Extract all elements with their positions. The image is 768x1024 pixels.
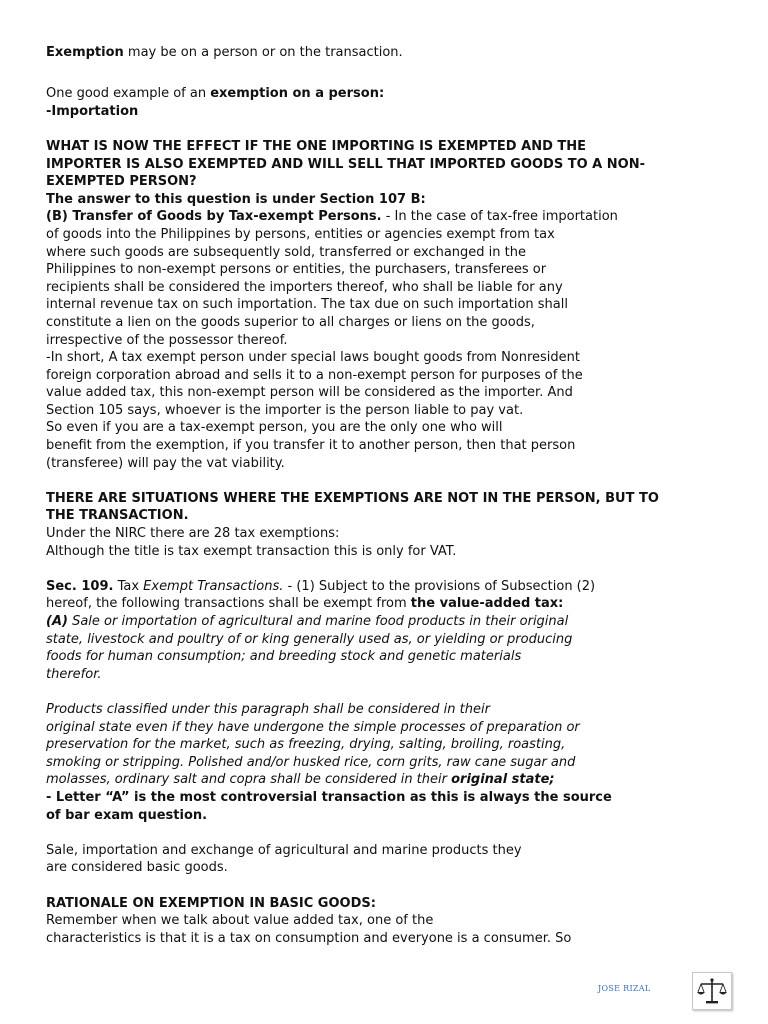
scales-of-justice-icon <box>692 972 732 1010</box>
section-109-tax: Tax <box>113 578 144 594</box>
intro-text: may be on a person or on the transaction. <box>123 45 403 60</box>
body-line: Philippines to non-exempt persons or entities, the purchasers, transferees or <box>46 262 547 278</box>
body-line: (transferee) will pay the vat viability. <box>46 455 285 471</box>
intro-line <box>46 44 726 62</box>
body-line: Under the NIRC there are 28 tax exemptions: <box>46 526 340 542</box>
body-line: Remember when we talk about value added tax, one of the <box>46 913 434 929</box>
item-a-label: (A) <box>46 614 68 629</box>
body-line: benefit from the exemption, if you transfer it to another person, then that person <box>46 438 576 454</box>
section-109-number: Sec. 109. <box>46 578 114 594</box>
italic-line: original state even if they have undergone the simple processes of preparation or <box>46 719 580 735</box>
vat-lead-text: hereof, the following transactions shall be exempt from <box>46 596 411 612</box>
section-107b-text: - In the case of tax-free importation <box>381 209 618 225</box>
body-line: value added tax, this non-exempt person will be considered as the importer. And <box>46 385 573 401</box>
vat-term: the value-added tax: <box>410 596 564 612</box>
body-line: foreign corporation abroad and sells it to a non-exempt person for purposes of the <box>46 367 583 383</box>
section-109-line <box>46 578 726 596</box>
example-text: One good example of an <box>46 86 211 102</box>
section-109-text: - (1) Subject to the provisions of Subsection (2) <box>283 578 596 594</box>
italic-line: preservation for the market, such as freezing, drying, salting, broiling, roasting, <box>46 737 566 753</box>
molasses-text: molasses, ordinary salt and copra shall be considered in their <box>46 772 452 788</box>
body-line: constitute a lien on the goods superior to all charges or liens on the goods, <box>46 314 535 330</box>
italic-line: foods for human consumption; and breeding stock and genetic materials <box>46 649 522 665</box>
section-107b-title: (B) Transfer of Goods by Tax-exempt Persons. <box>46 209 382 225</box>
situations-heading-2: THE TRANSACTION. <box>46 508 189 524</box>
importation-line: -Importation <box>46 103 139 119</box>
body-line: Sale, importation and exchange of agricultural and marine products they <box>46 842 522 858</box>
italic-line: therefor. <box>46 666 102 682</box>
body-line: of goods into the Philippines by persons, entities or agencies exempt from tax <box>46 226 555 242</box>
question-heading-2: IMPORTER IS ALSO EXEMPTED AND WILL SELL THAT IMPORTED GOODS TO A NON- <box>46 156 645 172</box>
body-line: So even if you are a tax-exempt person, you are the only one who will <box>46 420 503 436</box>
body-line: where such goods are subsequently sold, transferred or exchanged in the <box>46 244 526 260</box>
exemption-person-term: exemption on a person: <box>210 86 385 102</box>
body-line: characteristics is that it is a tax on consumption and everyone is a consumer. So <box>46 930 572 946</box>
footer-name: JOSE RIZAL <box>598 984 651 993</box>
question-heading-3: EXEMPTED PERSON? <box>46 174 197 190</box>
document-body <box>46 44 726 947</box>
original-state-term: original state; <box>451 772 555 788</box>
exemption-term: Exemption <box>46 45 124 60</box>
italic-line: Products classified under this paragraph shall be considered in their <box>46 701 490 717</box>
body-line: irrespective of the possessor thereof. <box>46 332 288 348</box>
body-line <box>46 595 726 613</box>
italic-line <box>46 771 726 789</box>
letter-a-note-2: of bar exam question. <box>46 807 208 823</box>
italic-line: smoking or stripping. Polished and/or husked rice, corn grits, raw cane sugar and <box>46 754 576 770</box>
situations-heading-1: THERE ARE SITUATIONS WHERE THE EXEMPTIONS ARE NOT IN THE PERSON, BUT TO <box>46 490 659 506</box>
body-line: recipients shall be considered the importers thereof, who shall be liable for any <box>46 279 563 295</box>
body-line: -In short, A tax exempt person under special laws bought goods from Nonresident <box>46 350 581 366</box>
body-line: are considered basic goods. <box>46 860 228 876</box>
rationale-heading: RATIONALE ON EXEMPTION IN BASIC GOODS: <box>46 895 376 911</box>
section-107b-line <box>46 208 726 226</box>
section-109-title: Exempt Transactions. <box>143 578 284 594</box>
body-line: internal revenue tax on such importation. The tax due on such importation shall <box>46 297 568 313</box>
question-heading-1: WHAT IS NOW THE EFFECT IF THE ONE IMPORTING IS EXEMPTED AND THE <box>46 138 587 154</box>
italic-line: state, livestock and poultry of or king generally used as, or yielding or producing <box>46 631 573 647</box>
body-line: Section 105 says, whoever is the importer is the person liable to pay vat. <box>46 402 524 418</box>
body-line: Although the title is tax exempt transaction this is only for VAT. <box>46 543 457 559</box>
letter-a-note-1: - Letter “A” is the most controversial transaction as this is always the source <box>46 789 612 805</box>
item-a-text: Sale or importation of agricultural and marine food products in their original <box>67 614 569 629</box>
example-line <box>46 85 726 103</box>
answer-line: The answer to this question is under Section 107 B: <box>46 191 426 207</box>
item-a-line <box>46 613 726 631</box>
